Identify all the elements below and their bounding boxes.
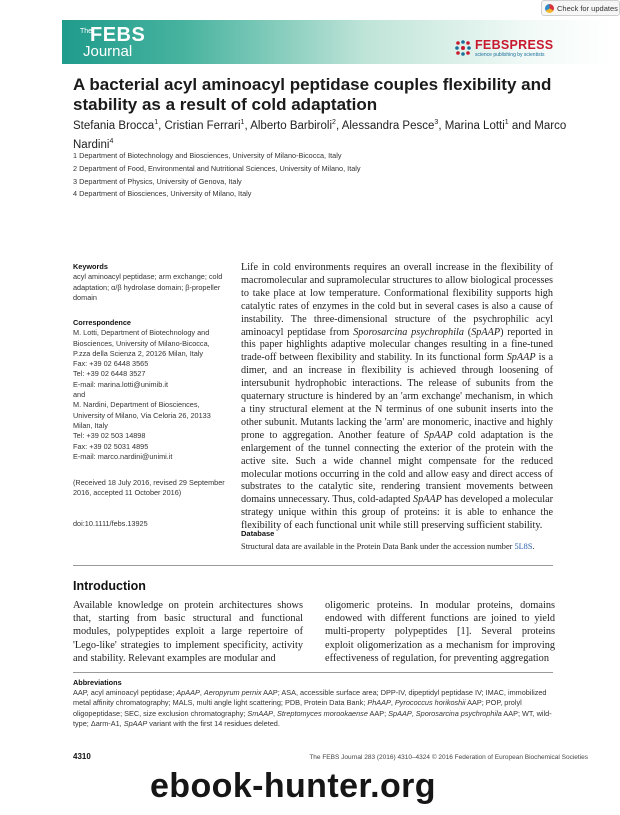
author-separator: , — [158, 119, 165, 132]
correspondence-line: and — [73, 390, 86, 400]
affiliation-3: 3 Department of Physics, University of Genova, Italy — [73, 177, 242, 186]
logo-journal: Journal — [83, 43, 133, 60]
author-name: Marina Lotti — [444, 119, 505, 132]
author-list — [73, 115, 593, 153]
logo-the: The — [80, 28, 93, 35]
abbreviations-heading: Abbreviations — [73, 678, 122, 687]
author-separator: , — [438, 119, 445, 132]
correspondence-heading: Correspondence — [73, 318, 131, 327]
correspondence-line: Tel: +39 02 6448 3527 — [73, 369, 146, 379]
keywords-block — [73, 262, 233, 303]
logo-febs: FEBS — [90, 24, 146, 46]
correspondence-lines — [73, 328, 233, 462]
author-separator: , — [335, 119, 342, 132]
author-name: Alberto Barbiroli — [250, 119, 333, 132]
database-heading: Database — [241, 529, 275, 538]
journal-citation-footer: The FEBS Journal 283 (2016) 4310–4324 © 2016 Federation of European Biochemical Societies — [309, 754, 588, 761]
author-name: Cristian Ferrari — [164, 119, 241, 132]
doi: doi:10.1111/febs.13925 — [73, 519, 148, 528]
database-text — [241, 542, 535, 551]
watermark: ebook-hunter.org — [150, 767, 436, 805]
correspondence-line: E-mail: marco.nardini@unimi.it — [73, 451, 173, 461]
author-name: Stefania Brocca — [73, 119, 155, 132]
author-name: Alessandra Pesce — [341, 119, 435, 132]
crossmark-icon — [545, 4, 554, 13]
correspondence-line: Milan, Italy — [73, 420, 108, 430]
correspondence-line: P.zza della Scienza 2, 20126 Milan, Italy — [73, 348, 204, 358]
received-dates: (Received 18 July 2016, revised 29 September 2016, accepted 11 October 2016) — [73, 478, 225, 498]
database-sentence: Structural data are available in the Protein Data Bank under the accession number — [241, 542, 515, 551]
affiliation-4: 4 Department of Biosciences, University of Milano, Italy — [73, 189, 252, 198]
febs-press-logo-icon — [454, 39, 472, 57]
introduction-column-2: oligomeric proteins. In modular proteins, domains endowed with different functions are joined to yield multi-property polypeptides [1]. Several proteins exploit oligomerization as a mechanism for improving effectiveness of regulation, for preventing aggregation — [325, 600, 555, 664]
author-separator: , — [244, 119, 251, 132]
pdb-accession-link[interactable]: 5L8S — [514, 542, 533, 551]
introduction-heading: Introduction — [73, 579, 146, 593]
page-number: 4310 — [73, 752, 91, 761]
article-title: A bacterial acyl aminoacyl peptidase couples flexibility and stability as a result of cold adaptation — [73, 75, 552, 114]
abbreviations-text: AAP, acyl aminoacyl peptidase; ApAAP, Aeropyrum pernix AAP; ASA, accessible surface area; DPP-IV, dipeptidyl peptidase IV; IMAC, immobilized metal affinity chromatography; MALS, multi angle light scattering; PDB, Protein Data Bank; PhAAP, Pyrococcus horikoshii AAP; POP, prolyl oligopeptidase; SEC, size exclusion chromatography; SmAAP, Streptomyces morookaense AAP; SpAAP, Sporosarcina psychrophila AAP; WT, wild-type; Δarm-A1, SpAAP variant with the first 14 residues deleted. — [73, 688, 552, 729]
check-for-updates-label: Check for updates — [557, 3, 618, 13]
author-affiliation-mark: 1 — [504, 119, 509, 126]
author-affiliation-mark: 4 — [109, 137, 114, 145]
author-affiliation-mark: 1 — [240, 119, 245, 126]
affiliation-1: 1 Department of Biotechnology and Biosciences, University of Milano-Bicocca, Italy — [73, 151, 342, 160]
author-affiliation-mark: 3 — [434, 119, 439, 126]
correspondence-line: E-mail: marina.lotti@unimib.it — [73, 379, 168, 389]
correspondence-line: Fax: +39 02 6448 3565 — [73, 359, 149, 369]
abstract-text: Life in cold environments requires an overall increase in the flexibility of macromolecular and supramolecular structures to allow biological processes to take place at low temperature. Conformational flexibility supports high catalytic rates of enzymes in the cold but in several cases is also a cause of instability. The three-dimensional structure of the psychrophilic acyl aminoacyl peptidase from Sporosarcina psychrophila (SpAAP) reported in this paper highlights adaptive molecular changes resulting in a fine-tuned trade-off between flexibility and stability. In its functional form SpAAP is a dimer, and an increase in flexibility is achieved through loosening of intersubunit hydrophobic interactions. The release of subunits from the quaternary structure is hindered by an 'arm exchange' mechanism, in which a tiny structural element at the N terminus of one subunit inserts into the other subunit. Mutants lacking the 'arm' are monomeric, inactive and highly prone to aggregation. Another feature of SpAAP cold adaptation is the enlargement of the tunnel connecting the exterior of the protein with the active site. Such a wide channel might compensate for the reduced molecular motions occurring in the cold and allow easy and direct access of substrates to the catalytic site, rendering transient movements between domains unnecessary. Thus, cold-adapted SpAAP has developed a molecular strategy unique within this group of proteins: it is able to enhance the flexibility of each functional unit while still preserving sufficient stability. — [241, 262, 553, 532]
introduction-column-1: Available knowledge on protein architectures shows that, starting from basic structural and functional modules, polypeptides exploit a large repertoire of 'Lego-like' strategies to implement specificity, activity and stability. Relevant examples are modular and — [73, 600, 303, 664]
correspondence-line: Biosciences, University of Milano-Bicocca, — [73, 338, 210, 348]
keywords-heading: Keywords — [73, 262, 108, 271]
author-affiliation-mark: 1 — [154, 119, 159, 126]
febs-press-tagline: science publishing by scientists — [475, 52, 545, 58]
correspondence-line: University of Milano, Via Celoria 26, 20133 — [73, 410, 211, 420]
febs-press-name: FEBSPRESS — [475, 38, 554, 52]
keywords-text: acyl aminoacyl peptidase; arm exchange; cold adaptation; α/β hydrolase domain; β-propeller domain — [73, 272, 223, 302]
affiliation-2: 2 Department of Food, Environmental and Nutritional Sciences, University of Milano, Italy — [73, 164, 361, 173]
correspondence-block — [73, 318, 233, 462]
section-divider — [73, 565, 553, 566]
correspondence-line: Fax: +39 02 5031 4895 — [73, 441, 149, 451]
author-affiliation-mark: 2 — [332, 119, 336, 126]
author-separator: and — [508, 119, 535, 132]
correspondence-line: Tel: +39 02 503 14898 — [73, 431, 146, 441]
correspondence-line: M. Lotti, Department of Biotechnology and — [73, 328, 210, 338]
abbreviations-divider — [73, 672, 553, 673]
database-sentence-end: . — [532, 542, 535, 551]
check-for-updates-button[interactable] — [541, 0, 620, 16]
correspondence-line: M. Nardini, Department of Biosciences, — [73, 400, 200, 410]
author-name: Marco Nardini — [73, 119, 567, 151]
